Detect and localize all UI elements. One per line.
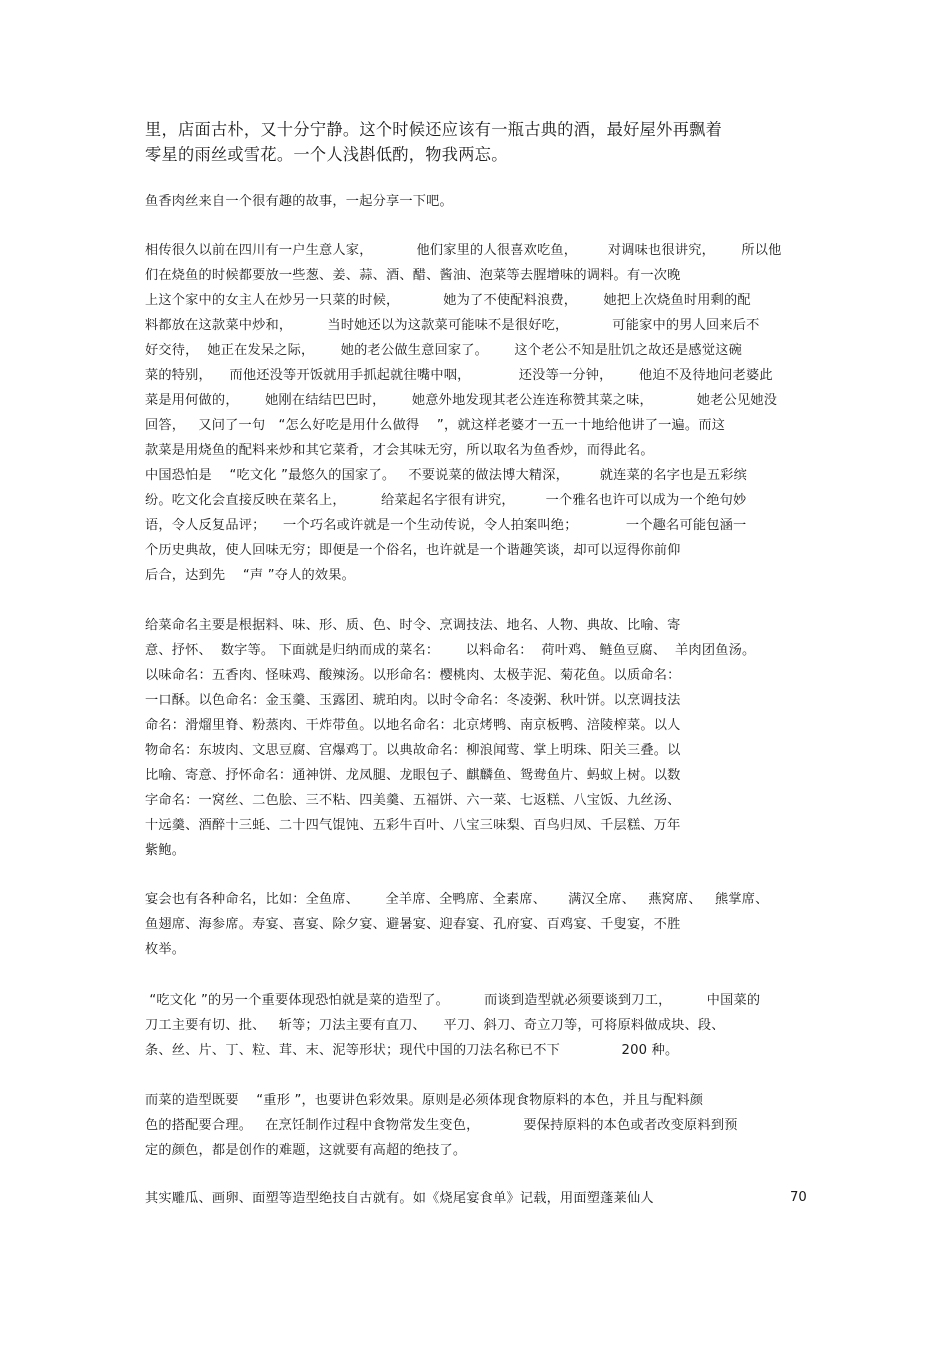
text-line: 条、丝、片、丁、粒、茸、末、泥等形状；现代中国的刀法名称已不下 200 种。	[145, 1043, 679, 1058]
text-line: 语，令人反复品评； 一个巧名或许就是一个生动传说，令人拍案叫绝； 一个趣名可能包涵一	[145, 518, 747, 533]
text-line: 相传很久以前在四川有一户生意人家， 他们家里的人很喜欢吃鱼， 对调味也很讲究， 所以他	[145, 243, 782, 258]
text-line: 上这个家中的女主人在炒另一只菜的时候， 她为了不使配料浪费， 她把上次烧鱼时用剩的配	[145, 293, 751, 308]
page-number: 70	[790, 1190, 807, 1205]
text-line: 里，店面古朴，又十分宁静。这个时候还应该有一瓶古典的酒，最好屋外再飘着	[145, 120, 723, 139]
text-line: 十远羹、酒醉十三蚝、二十四气馄饨、五彩牛百叶、八宝三味梨、百鸟归凤、千层糕、万年	[145, 818, 681, 833]
text-line: 菜的特别， 而他还没等开饭就用手抓起就往嘴中咽， 还没等一分钟， 他迫不及待地问老婆此	[145, 368, 773, 383]
text-line: 款菜是用烧鱼的配料来炒和其它菜肴，才会其味无穷，所以取名为鱼香炒，而得此名。	[145, 443, 654, 458]
text-line: 零星的雨丝或雪花。一个人浅斟低酌，物我两忘。	[145, 145, 508, 164]
text-line: 而菜的造型既要 “重形 ”，也要讲色彩效果。原则是必须体现食物原料的本色，并且与配料颜	[145, 1093, 704, 1108]
text-line: 比喻、寄意、抒怀命名：通神饼、龙凤腿、龙眼包子、麒麟鱼、鸳鸯鱼片、蚂蚁上树。以数	[145, 768, 681, 783]
text-line: 其实雕瓜、画卵、面塑等造型绝技自古就有。如《烧尾宴食单》记载，用面塑蓬莱仙人	[145, 1191, 654, 1206]
text-line: 意、抒怀、 数字等。 下面就是归纳而成的菜名： 以料命名： 荷叶鸡、 鲢鱼豆腐、 羊肉团鱼汤。	[145, 643, 756, 658]
text-line: “吃文化 ”的另一个重要体现恐怕就是菜的造型了。 而谈到造型就必须要谈到刀工， 中国菜的	[145, 993, 761, 1008]
text-line: 字命名：一窝丝、二色脍、三不粘、四美羹、五福饼、六一菜、七返糕、八宝饭、九丝汤、	[145, 793, 681, 808]
text-line: 回答， 又问了一句 “怎么好吃是用什么做得 ”，就这样老婆才一五一十地给他讲了一遍。而这	[145, 418, 726, 433]
text-line: 定的颜色，都是创作的难题，这就要有高超的绝技了。	[145, 1143, 467, 1158]
text-line: 纷。吃文化会直接反映在菜名上， 给菜起名字很有讲究， 一个雅名也许可以成为一个绝句妙	[145, 493, 747, 508]
text-line: 枚举。	[145, 942, 186, 957]
text-line: 色的搭配要合理。 在烹饪制作过程中食物常发生变色， 要保持原料的本色或者改变原料到预	[145, 1118, 738, 1133]
text-line: 好交待， 她正在发呆之际， 她的老公做生意回家了。 这个老公不知是肚饥之故还是感觉这碗	[145, 343, 742, 358]
text-line: 刀工主要有切、批、 斩等；刀法主要有直刀、 平刀、斜刀、奇立刀等，可将原料做成块、段、	[145, 1018, 725, 1033]
text-line: 料都放在这款菜中炒和， 当时她还以为这款菜可能味不是很好吃， 可能家中的男人回来后不	[145, 318, 760, 333]
text-line: 一口酥。以色命名：金玉羹、玉露团、琥珀肉。以时令命名：冬凌粥、秋叶饼。以烹调技法	[145, 693, 681, 708]
text-line: 给菜命名主要是根据料、味、形、质、色、时令、烹调技法、地名、人物、典故、比喻、寄	[145, 618, 681, 633]
text-line: 物命名：东坡肉、文思豆腐、宫爆鸡丁。以典故命名：柳浪闻莺、掌上明珠、阳关三叠。以	[145, 743, 681, 758]
text-line: 中国恐怕是 “吃文化 ”最悠久的国家了。 不要说菜的做法博大精深， 就连菜的名字也是五彩缤	[145, 468, 748, 483]
text-line: 宴会也有各种命名，比如：全鱼席、 全羊席、全鸭席、全素席、 满汉全席、 燕窝席、 熊掌席、	[145, 892, 769, 907]
text-line: 菜是用何做的， 她刚在结结巴巴时， 她意外地发现其老公连连称赞其菜之味， 她老公见她没	[145, 393, 778, 408]
text-line: 鱼翅席、海参席。寿宴、喜宴、除夕宴、避暑宴、迎春宴、孔府宴、百鸡宴、千叟宴，不胜	[145, 917, 681, 932]
text-line: 鱼香肉丝来自一个很有趣的故事，一起分享一下吧。	[145, 194, 453, 209]
text-line: 紫鲍。	[145, 843, 186, 858]
text-line: 们在烧鱼的时候都要放一些葱、姜、蒜、酒、醋、酱油、泡菜等去腥增味的调料。有一次晚	[145, 268, 681, 283]
text-line: 个历史典故，使人回味无穷；即便是一个俗名，也许就是一个谐趣笑谈，却可以逗得你前仰	[145, 543, 681, 558]
text-line: 后合，达到先 “声 ”夺人的效果。	[145, 568, 356, 583]
text-line: 命名：滑熘里脊、粉蒸肉、干炸带鱼。以地名命名：北京烤鸭、南京板鸭、涪陵榨菜。以人	[145, 718, 681, 733]
text-line: 以味命名：五香肉、怪味鸡、酸辣汤。以形命名：樱桃肉、太极芋泥、菊花鱼。以质命名：	[145, 668, 681, 683]
